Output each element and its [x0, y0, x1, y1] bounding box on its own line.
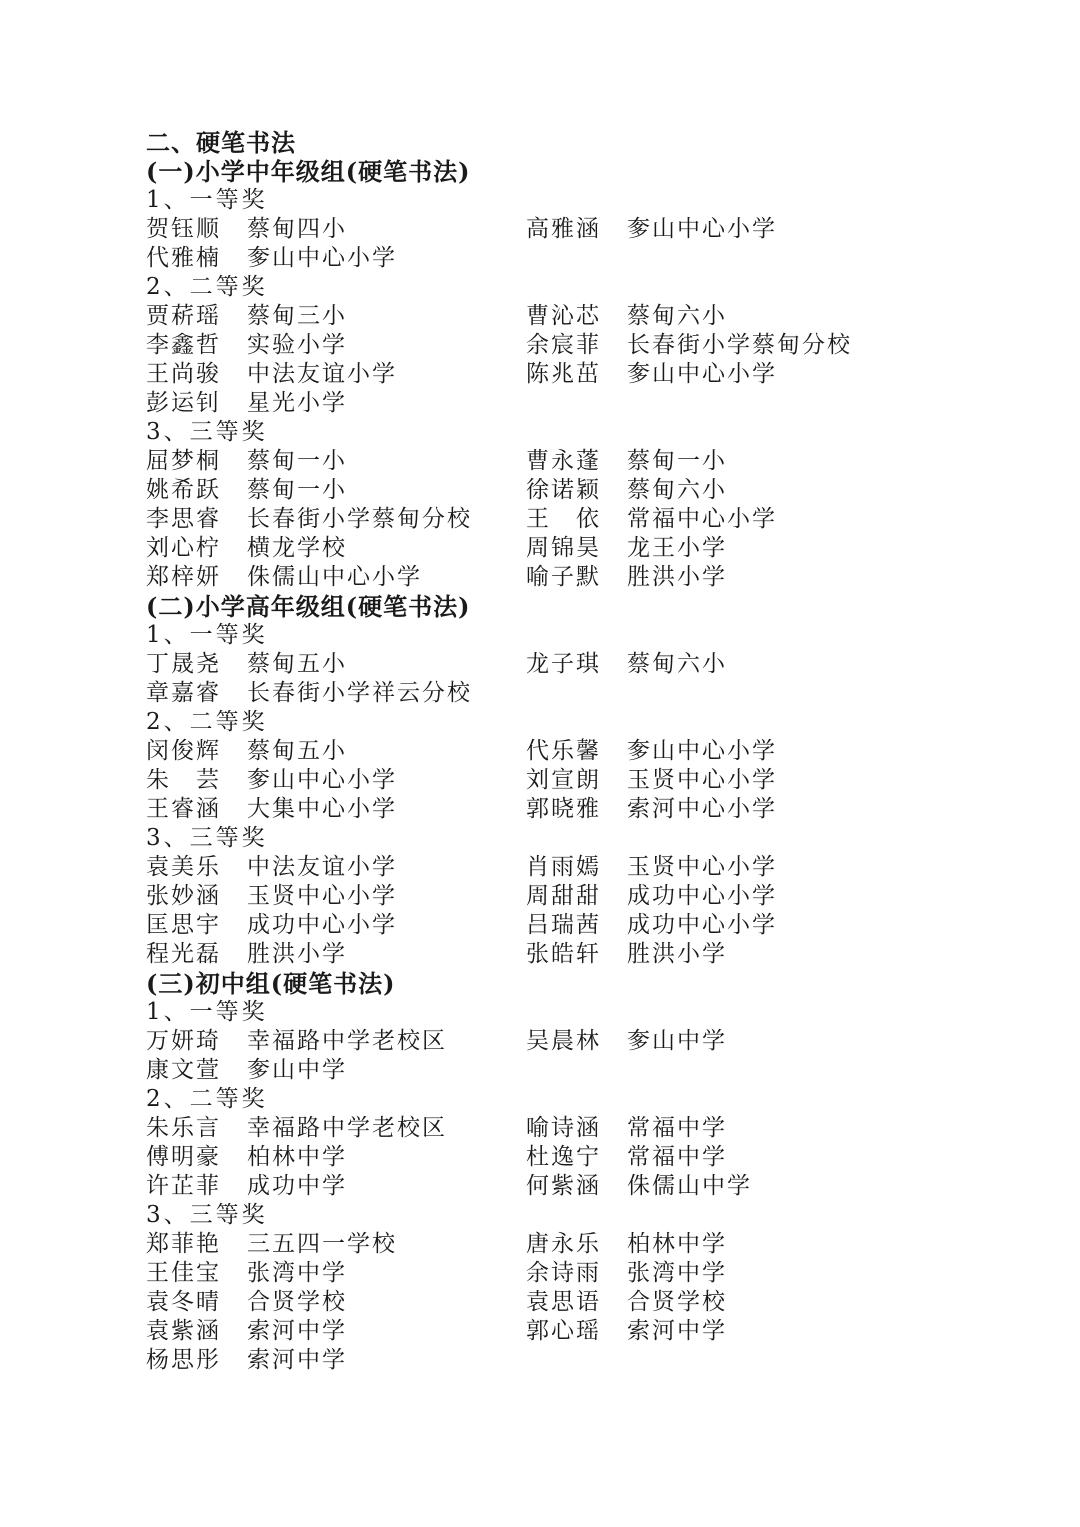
winner-school: 幸福路中学老校区: [247, 1028, 447, 1054]
winner-school: 蔡甸六小: [627, 651, 727, 677]
winner-name: 杜逸宁: [526, 1144, 601, 1170]
winner-name: 余诗雨: [526, 1260, 601, 1286]
winner-name: 周锦昊: [526, 535, 601, 561]
winner-entry: [146, 476, 526, 505]
winner-school: 常福中心小学: [627, 506, 777, 532]
winner-entry: [526, 737, 906, 766]
winner-school: 奓山中心小学: [247, 245, 397, 271]
winner-name: 屈梦桐: [146, 448, 221, 474]
winner-name: 闵俊辉: [146, 738, 221, 764]
winner-name: 喻诗涵: [526, 1115, 601, 1141]
document-title: 二、硬笔书法: [146, 128, 296, 157]
winner-entry: [526, 853, 906, 882]
winner-name: 匡思宇: [146, 912, 221, 938]
winner-row: [146, 766, 1046, 795]
winner-school: 奓山中心小学: [627, 216, 777, 242]
winner-name: 高雅涵: [526, 216, 601, 242]
winner-school: 星光小学: [247, 390, 347, 416]
winner-row: [146, 1172, 1046, 1201]
winner-name: 肖雨嫣: [526, 854, 601, 880]
winner-entry: [146, 447, 526, 476]
winner-row: [146, 911, 1046, 940]
winner-name: 吕瑞茜: [526, 912, 601, 938]
winner-school: 奓山中学: [627, 1028, 727, 1054]
winner-row: [146, 650, 1046, 679]
winner-entry: [146, 215, 526, 244]
winner-row: [146, 1259, 1046, 1288]
winner-school: 玉贤中心小学: [627, 854, 777, 880]
winner-name: 李思睿: [146, 506, 221, 532]
winner-row: [146, 1056, 1046, 1085]
winner-row: [146, 447, 1046, 476]
winner-school: 索河中学: [247, 1347, 347, 1373]
winner-entry: [526, 331, 906, 360]
section-heading: (三)初中组(硬笔书法): [146, 969, 396, 998]
winner-entry: [526, 1172, 906, 1201]
winner-name: 程光磊: [146, 941, 221, 967]
winner-school: 龙王小学: [627, 535, 727, 561]
winner-entry: [526, 447, 906, 476]
winner-entry: [146, 737, 526, 766]
winner-school: 侏儒山中心小学: [247, 564, 422, 590]
winner-school: 索河中学: [247, 1318, 347, 1344]
winner-row: [146, 534, 1046, 563]
winner-school: 张湾中学: [627, 1260, 727, 1286]
winner-school: 侏儒山中学: [627, 1173, 752, 1199]
winner-entry: [526, 215, 906, 244]
winner-name: 张妙涵: [146, 883, 221, 909]
winner-entry: [526, 940, 906, 969]
winner-school: 横龙学校: [247, 535, 347, 561]
winner-name: 吴晨林: [526, 1028, 601, 1054]
winner-name: 傅明豪: [146, 1144, 221, 1170]
winner-row: [146, 882, 1046, 911]
winner-row: [146, 1114, 1046, 1143]
winner-entry: [146, 1114, 526, 1143]
winner-entry: [526, 302, 906, 331]
winner-name: 郑梓妍: [146, 564, 221, 590]
winner-entry: [146, 302, 526, 331]
winner-entry: [146, 679, 526, 708]
winner-school: 常福中学: [627, 1144, 727, 1170]
winner-school: 蔡甸六小: [627, 303, 727, 329]
award-level-label: 1、一等奖: [146, 999, 268, 1025]
award-level-label: 3、三等奖: [146, 1202, 268, 1228]
winner-school: 玉贤中心小学: [627, 767, 777, 793]
winner-school: 索河中学: [627, 1318, 727, 1344]
award-level-label: 1、一等奖: [146, 622, 268, 648]
winner-name: 张皓轩: [526, 941, 601, 967]
winner-name: 唐永乐: [526, 1231, 601, 1257]
winner-name: 曹永蓬: [526, 448, 601, 474]
winner-entry: [146, 1143, 526, 1172]
winner-name: 何紫涵: [526, 1173, 601, 1199]
winner-entry: [146, 1288, 526, 1317]
winner-entry: [526, 1114, 906, 1143]
winner-name: 刘宣朗: [526, 767, 601, 793]
winner-name: 袁紫涵: [146, 1318, 221, 1344]
winner-name: 代乐馨: [526, 738, 601, 764]
winner-entry: [146, 1317, 526, 1346]
winner-entry: [146, 911, 526, 940]
award-level-label: 2、二等奖: [146, 1086, 268, 1112]
winner-school: 张湾中学: [247, 1260, 347, 1286]
winner-school: 蔡甸五小: [247, 651, 347, 677]
winner-entry: [146, 853, 526, 882]
winner-entry: [526, 1027, 906, 1056]
winner-school: 长春街小学蔡甸分校: [627, 332, 852, 358]
winner-entry: [146, 940, 526, 969]
winner-school: 柏林中学: [627, 1231, 727, 1257]
winner-name: 杨思彤: [146, 1347, 221, 1373]
winner-entry: [526, 360, 906, 389]
winner-school: 蔡甸一小: [627, 448, 727, 474]
winner-school: 蔡甸五小: [247, 738, 347, 764]
winner-entry: [526, 1143, 906, 1172]
winner-entry: [526, 563, 906, 592]
winner-school: 成功中心小学: [247, 912, 397, 938]
winner-entry: [146, 505, 526, 534]
winner-school: 蔡甸三小: [247, 303, 347, 329]
winner-school: 胜洪小学: [627, 941, 727, 967]
winner-row: [146, 795, 1046, 824]
winner-school: 蔡甸六小: [627, 477, 727, 503]
winner-entry: [146, 650, 526, 679]
winner-school: 大集中心小学: [247, 796, 397, 822]
award-level-label: 3、三等奖: [146, 419, 268, 445]
winner-school: 蔡甸一小: [247, 477, 347, 503]
winner-name: 刘心柠: [146, 535, 221, 561]
winner-school: 柏林中学: [247, 1144, 347, 1170]
winner-name: 章嘉睿: [146, 680, 221, 706]
section-heading: (一)小学中年级组(硬笔书法): [146, 157, 471, 186]
winner-name: 王睿涵: [146, 796, 221, 822]
winner-row: [146, 737, 1046, 766]
winner-name: 袁思语: [526, 1289, 601, 1315]
winner-name: 许芷菲: [146, 1173, 221, 1199]
winner-name: 袁美乐: [146, 854, 221, 880]
winner-row: [146, 1317, 1046, 1346]
winner-row: [146, 679, 1046, 708]
winner-row: [146, 1027, 1046, 1056]
winner-school: 成功中心小学: [627, 912, 777, 938]
winner-name: 余宸菲: [526, 332, 601, 358]
winner-row: [146, 244, 1046, 273]
winner-name: 喻子默: [526, 564, 601, 590]
winner-name: 袁冬晴: [146, 1289, 221, 1315]
winner-school: 长春街小学祥云分校: [247, 680, 472, 706]
winner-entry: [146, 1027, 526, 1056]
winner-entry: [526, 1288, 906, 1317]
winner-name: 贺钰顺: [146, 216, 221, 242]
award-level-label: 2、二等奖: [146, 274, 268, 300]
winner-row: [146, 940, 1046, 969]
award-level-label: 1、一等奖: [146, 187, 268, 213]
winner-name: 王尚骏: [146, 361, 221, 387]
award-level-label: 2、二等奖: [146, 709, 268, 735]
winner-name: 康文萱: [146, 1057, 221, 1083]
winner-row: [146, 389, 1046, 418]
winner-school: 奓山中心小学: [247, 767, 397, 793]
winner-entry: [146, 1056, 526, 1085]
winner-school: 成功中学: [247, 1173, 347, 1199]
winner-name: 陈兆茁: [526, 361, 601, 387]
winner-school: 成功中心小学: [627, 883, 777, 909]
winner-name: 王 依: [526, 506, 601, 532]
winner-name: 姚希跃: [146, 477, 221, 503]
winner-name: 龙子琪: [526, 651, 601, 677]
winner-entry: [146, 331, 526, 360]
winner-school: 中法友谊小学: [247, 361, 397, 387]
winner-name: 代雅楠: [146, 245, 221, 271]
winner-entry: [146, 534, 526, 563]
winner-row: [146, 1143, 1046, 1172]
winner-name: 曹沁芯: [526, 303, 601, 329]
winner-school: 实验小学: [247, 332, 347, 358]
winner-name: 郭晓雅: [526, 796, 601, 822]
winner-entry: [146, 766, 526, 795]
winner-name: 李鑫哲: [146, 332, 221, 358]
winner-entry: [146, 563, 526, 592]
winner-school: 三五四一学校: [247, 1231, 397, 1257]
winner-entry: [526, 882, 906, 911]
winner-entry: [526, 476, 906, 505]
winner-entry: [526, 795, 906, 824]
winner-school: 蔡甸四小: [247, 216, 347, 242]
winner-row: [146, 563, 1046, 592]
section-heading: (二)小学高年级组(硬笔书法): [146, 592, 471, 621]
winner-row: [146, 1230, 1046, 1259]
winner-school: 幸福路中学老校区: [247, 1115, 447, 1141]
winner-row: [146, 505, 1046, 534]
winner-row: [146, 1288, 1046, 1317]
winner-entry: [146, 389, 526, 418]
winner-school: 合贤学校: [627, 1289, 727, 1315]
winner-row: [146, 1346, 1046, 1375]
winner-name: 徐诺颖: [526, 477, 601, 503]
winner-row: [146, 331, 1046, 360]
winner-entry: [146, 1172, 526, 1201]
winner-row: [146, 476, 1046, 505]
award-level-label: 3、三等奖: [146, 825, 268, 851]
winner-school: 合贤学校: [247, 1289, 347, 1315]
winner-school: 奓山中心小学: [627, 361, 777, 387]
winner-entry: [526, 505, 906, 534]
winner-name: 王佳宝: [146, 1260, 221, 1286]
winner-school: 胜洪小学: [247, 941, 347, 967]
winner-entry: [526, 534, 906, 563]
winner-entry: [526, 650, 906, 679]
winner-name: 朱 芸: [146, 767, 221, 793]
winner-school: 奓山中学: [247, 1057, 347, 1083]
award-document: [146, 128, 1046, 1375]
winner-school: 蔡甸一小: [247, 448, 347, 474]
winner-row: [146, 360, 1046, 389]
winner-row: [146, 302, 1046, 331]
winner-entry: [526, 766, 906, 795]
winner-name: 丁晟尧: [146, 651, 221, 677]
winner-name: 周甜甜: [526, 883, 601, 909]
winner-school: 长春街小学蔡甸分校: [247, 506, 472, 532]
winner-entry: [146, 795, 526, 824]
winner-name: 朱乐言: [146, 1115, 221, 1141]
winner-entry: [146, 1259, 526, 1288]
winner-entry: [146, 1230, 526, 1259]
winner-school: 玉贤中心小学: [247, 883, 397, 909]
winner-school: 胜洪小学: [627, 564, 727, 590]
winner-entry: [146, 882, 526, 911]
winner-entry: [146, 360, 526, 389]
winner-name: 郭心瑶: [526, 1318, 601, 1344]
winner-entry: [526, 1259, 906, 1288]
winner-name: 彭运钊: [146, 390, 221, 416]
winner-row: [146, 853, 1046, 882]
winner-school: 索河中心小学: [627, 796, 777, 822]
winner-school: 常福中学: [627, 1115, 727, 1141]
winner-school: 奓山中心小学: [627, 738, 777, 764]
winner-name: 贾菥瑶: [146, 303, 221, 329]
winner-entry: [526, 911, 906, 940]
winner-entry: [526, 1230, 906, 1259]
winner-school: 中法友谊小学: [247, 854, 397, 880]
winner-entry: [526, 1317, 906, 1346]
winner-row: [146, 215, 1046, 244]
winner-entry: [146, 1346, 526, 1375]
winner-name: 万妍琦: [146, 1028, 221, 1054]
winner-entry: [146, 244, 526, 273]
winner-name: 郑菲艳: [146, 1231, 221, 1257]
